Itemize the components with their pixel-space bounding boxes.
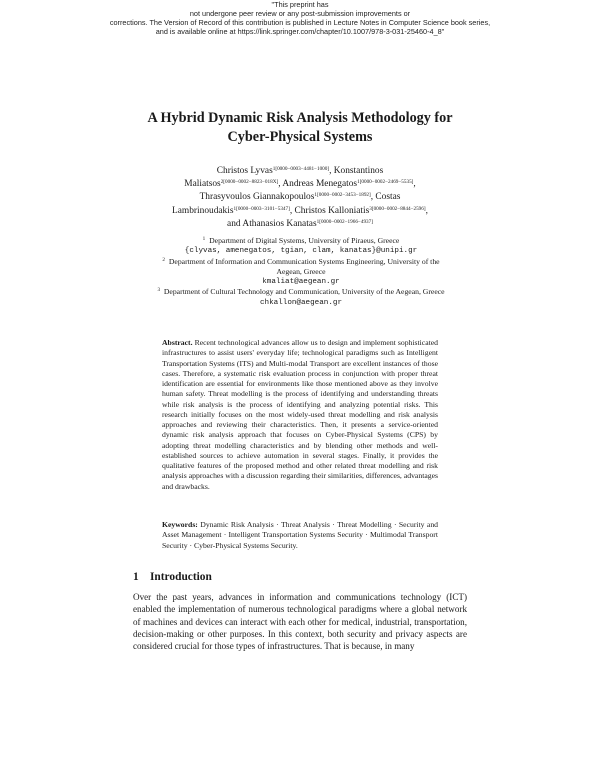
affiliation-list: [128, 236, 474, 308]
author-name: Athanasios Kanatas: [242, 218, 317, 229]
preprint-notice-line: corrections. The Version of Record of this contribution is published in Lecture Notes in Computer Science book series,: [109, 18, 491, 27]
author-name: Lambrinoudakis: [172, 205, 234, 216]
affiliation-text: Department of Cultural Technology and Communication, University of the Aegean, Greece: [163, 287, 445, 297]
affiliation-text: Aegean, Greece: [276, 266, 326, 276]
author-name: Christos Kalloniatis: [294, 205, 370, 216]
abstract: [162, 338, 438, 492]
affiliation-email[interactable]: {clyvas, amenegatos, tgian, clam, kanatas}@unipi.gr: [184, 247, 418, 256]
paper-title: [100, 109, 500, 147]
abstract-label: Abstract.: [162, 338, 193, 347]
author-list: [130, 165, 470, 231]
author-line: [130, 218, 470, 231]
author-line: Lambrinoudakis$^{1[0000-0003-3101-5347]}$, Christos Kalloniatis$^{3[0000-0002-8844-2596]}$,: [172, 205, 428, 216]
preprint-notice-line: not undergone peer review or any post-submission improvements or: [189, 9, 411, 18]
paper-title-line: Cyber-Physical Systems: [227, 129, 373, 145]
author-line: Thrasyvoulos Giannakopoulos$^{1[0000-0002-3453-1892]}$, Costas: [199, 192, 401, 203]
paper-title-line: A Hybrid Dynamic Risk Analysis Methodology for: [147, 110, 453, 126]
author-line: Maliatsos$^{2[0000-0002-8823-018X]}$, Andreas Menegatos$^{1[0000-0002-2469-5535]}$,: [184, 179, 416, 190]
preprint-notice-line: "This preprint has: [271, 0, 329, 9]
intro-paragraph: Over the past years, advances in information and communications technology (ICT) enabled the implementation of numerous technological paradigms where a global network of machines and devices can interact with each other for medical, industrial, transportation, decision-making or other purposes. In this context, both security and privacy aspects are considered crucial for those types of infrastructures. That is because, in many: [133, 592, 467, 652]
author-name: Christos Lyvas: [216, 166, 273, 176]
orcid-id[interactable]: 1[0000−0002−2469−5535]: [357, 179, 414, 186]
author-conjunction: and: [227, 218, 241, 229]
preprint-notice: [0, 0, 600, 36]
affiliation-3: [128, 287, 474, 308]
author-name: Costas: [375, 192, 401, 203]
affiliation-text: Department of Information and Communication Systems Engineering, University of the: [168, 256, 440, 266]
affiliation-1: [128, 236, 474, 257]
orcid-id[interactable]: 1[0000−0002−1966−4937]: [316, 218, 373, 225]
author-name: Thrasyvoulos Giannakopoulos: [199, 192, 315, 203]
affiliation-number: 2: [162, 256, 166, 263]
affiliation-text: Department of Digital Systems, University of Piraeus, Greece: [209, 236, 400, 245]
author-name: Andreas Menegatos: [282, 179, 358, 190]
author-name: Maliatsos: [184, 179, 221, 190]
author-name: Konstantinos: [333, 166, 384, 176]
affiliation-email[interactable]: chkallon@aegean.gr: [259, 298, 343, 307]
affiliation-email[interactable]: kmaliat@aegean.gr: [262, 278, 340, 287]
preprint-notice-line: and is available online at https://link.springer.com/chapter/10.1007/978-3-031-25460-4_8": [155, 27, 445, 36]
orcid-id[interactable]: 1[0000−0003−4481−1000]: [272, 166, 330, 172]
keywords-text: Dynamic Risk Analysis · Threat Analysis · Threat Modelling · Security and Asset Management · Intelligent Transportation Systems Security · Multimodal Transport Security · Cyber-Physical Systems Security.: [162, 520, 439, 550]
affiliation-number: 1: [202, 236, 206, 242]
abstract-text: Recent technological advances allow us to design and implement sophisticated infrastructures to assist users' everyday life; technological paradigms such as Intelligent Transportation Systems (ITS) and Multi-modal Transport are excellent instances of those cases. Therefore, a systematic risk evaluation process in conjunction with proper threat identification are essential for environments like those mentioned above as they involve human safety. Threat modelling is the process of identifying and understanding threats while risk analysis is the process of identifying and analyzing potential risks. This research initially focuses on the most widely-used threat modelling and risk analysis approaches and reviewing their characteristics. Then, it presents a service-oriented dynamic risk analysis approach that focuses on Cyber-Physical Systems (CPS) by adopting threat modelling characteristics and by blending other methods and well-established sources to achieve automation in several stages. Finally, it provides the qualitative features of the proposed method and other related threat modelling and risk analysis approaches with a discussion regarding their similarities, differences, advantages and drawbacks.: [162, 338, 438, 491]
section-heading: [133, 570, 467, 584]
keywords-label: Keywords:: [162, 520, 198, 529]
section-number: 1: [133, 571, 139, 583]
affiliation-2: [128, 257, 474, 288]
orcid-id[interactable]: 2[0000−0002−8823−018X]: [220, 179, 279, 186]
orcid-id[interactable]: 3[0000−0002−8844−2596]: [369, 205, 426, 212]
orcid-id[interactable]: 1[0000−0002−3453−1892]: [314, 192, 371, 199]
author-line: Christos Lyvas$^{1[0000-0003-4481-1000]}$, Konstantinos: [216, 166, 384, 176]
orcid-id[interactable]: 1[0000−0003−3101−5347]: [233, 205, 290, 212]
section-title: Introduction: [150, 571, 212, 583]
affiliation-number: 3: [157, 287, 161, 294]
keywords: [162, 520, 438, 551]
